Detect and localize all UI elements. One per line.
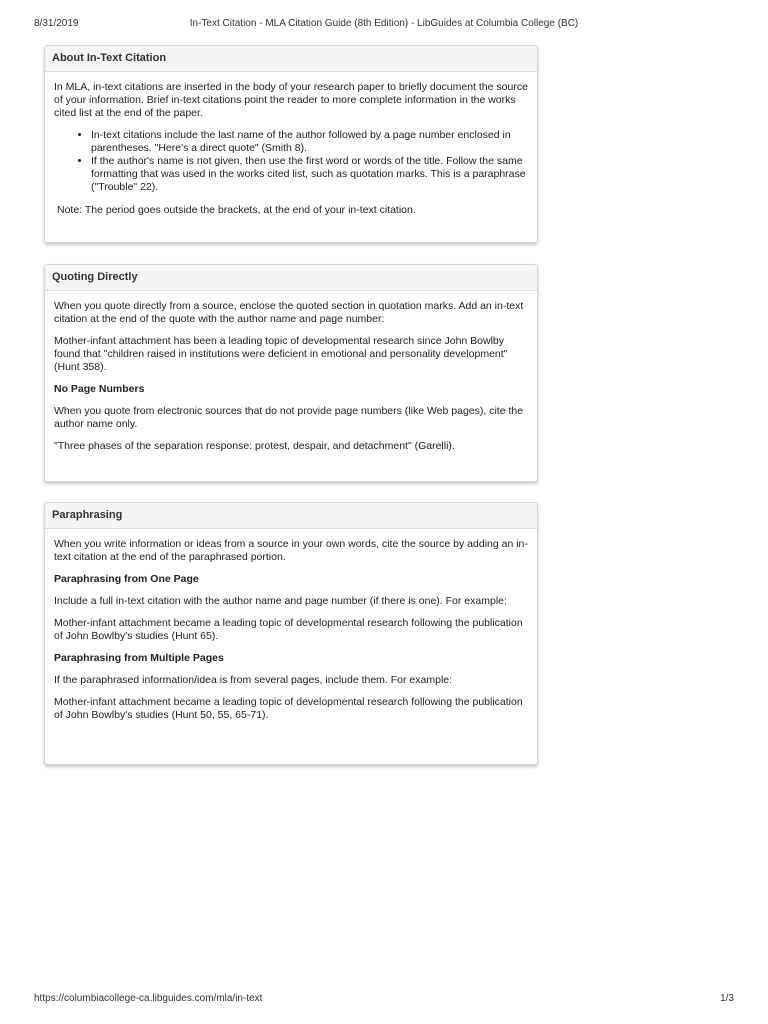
no-page-numbers-heading: No Page Numbers	[54, 383, 145, 395]
paraphrasing-box	[44, 502, 538, 765]
multi-page-example: Mother-infant attachment became a leading topic of developmental research following the publication of John Bowlby's studies (Hunt 50, 55, 65-71).	[54, 696, 523, 721]
print-footer	[34, 993, 734, 1007]
quoting-example: Mother-infant attachment has been a leading topic of developmental research since John Bowlby found that "children raised in institutions were deficient in emotional and personality development" (Hunt 358).	[54, 335, 508, 373]
multi-page-heading: Paraphrasing from Multiple Pages	[54, 652, 224, 664]
multi-page-text: If the paraphrased information/idea is from several pages, include them. For example:	[54, 674, 453, 686]
about-bullet-list	[91, 129, 528, 194]
one-page-text: Include a full in-text citation with the author name and page number (if there is one). For example:	[54, 595, 507, 607]
about-intro: In MLA, in-text citations are inserted in the body of your research paper to briefly document the source of your information. Brief in-text citations point the reader to more complete information in the works cited list at the end of the paper.	[54, 81, 528, 119]
about-note: Note: The period goes outside the brackets, at the end of your in-text citation.	[57, 204, 416, 216]
one-page-heading: Paraphrasing from One Page	[54, 573, 199, 585]
box-heading: About In-Text Citation	[45, 46, 537, 72]
box-body	[45, 529, 537, 741]
about-in-text-citation-box	[44, 45, 538, 243]
print-title: In-Text Citation - MLA Citation Guide (8th Edition) - LibGuides at Columbia College (BC)	[189, 18, 579, 29]
quoting-intro: When you quote directly from a source, enclose the quoted section in quotation marks. Add an in-text citation at the end of the quote with the author name and page number:	[54, 300, 524, 325]
no-page-numbers-text: When you quote from electronic sources that do not provide page numbers (like Web pages), cite the author name only.	[54, 405, 524, 430]
list-item: • In-text citations include the last name of the author followed by a page number enclosed in parentheses. "Here's a direct quote" (Smith 8).	[91, 129, 528, 155]
quoting-directly-box	[44, 264, 538, 482]
no-page-numbers-example: "Three phases of the separation response: protest, despair, and detachment" (Garelli).	[54, 440, 455, 452]
box-heading: Paraphrasing	[45, 503, 537, 529]
paraphrasing-intro: When you write information or ideas from a source in your own words, cite the source by adding an in-text citation at the end of the paraphrased portion.	[54, 538, 528, 563]
box-body	[45, 72, 537, 239]
box-body	[45, 291, 537, 472]
list-item: • If the author's name is not given, then use the first word or words of the title. Follow the same formatting that was used in the works cited list, such as quotation marks. This is a paraphrase ("Trouble" 22).	[91, 155, 528, 194]
print-header	[34, 18, 734, 32]
print-date: 8/31/2019	[34, 18, 79, 29]
one-page-example: Mother-infant attachment became a leading topic of developmental research following the publication of John Bowlby's studies (Hunt 65).	[54, 617, 523, 642]
print-url: https://columbiacollege-ca.libguides.com/mla/in-text	[34, 993, 263, 1004]
box-heading: Quoting Directly	[45, 265, 537, 291]
page-number: 1/3	[720, 993, 734, 1004]
